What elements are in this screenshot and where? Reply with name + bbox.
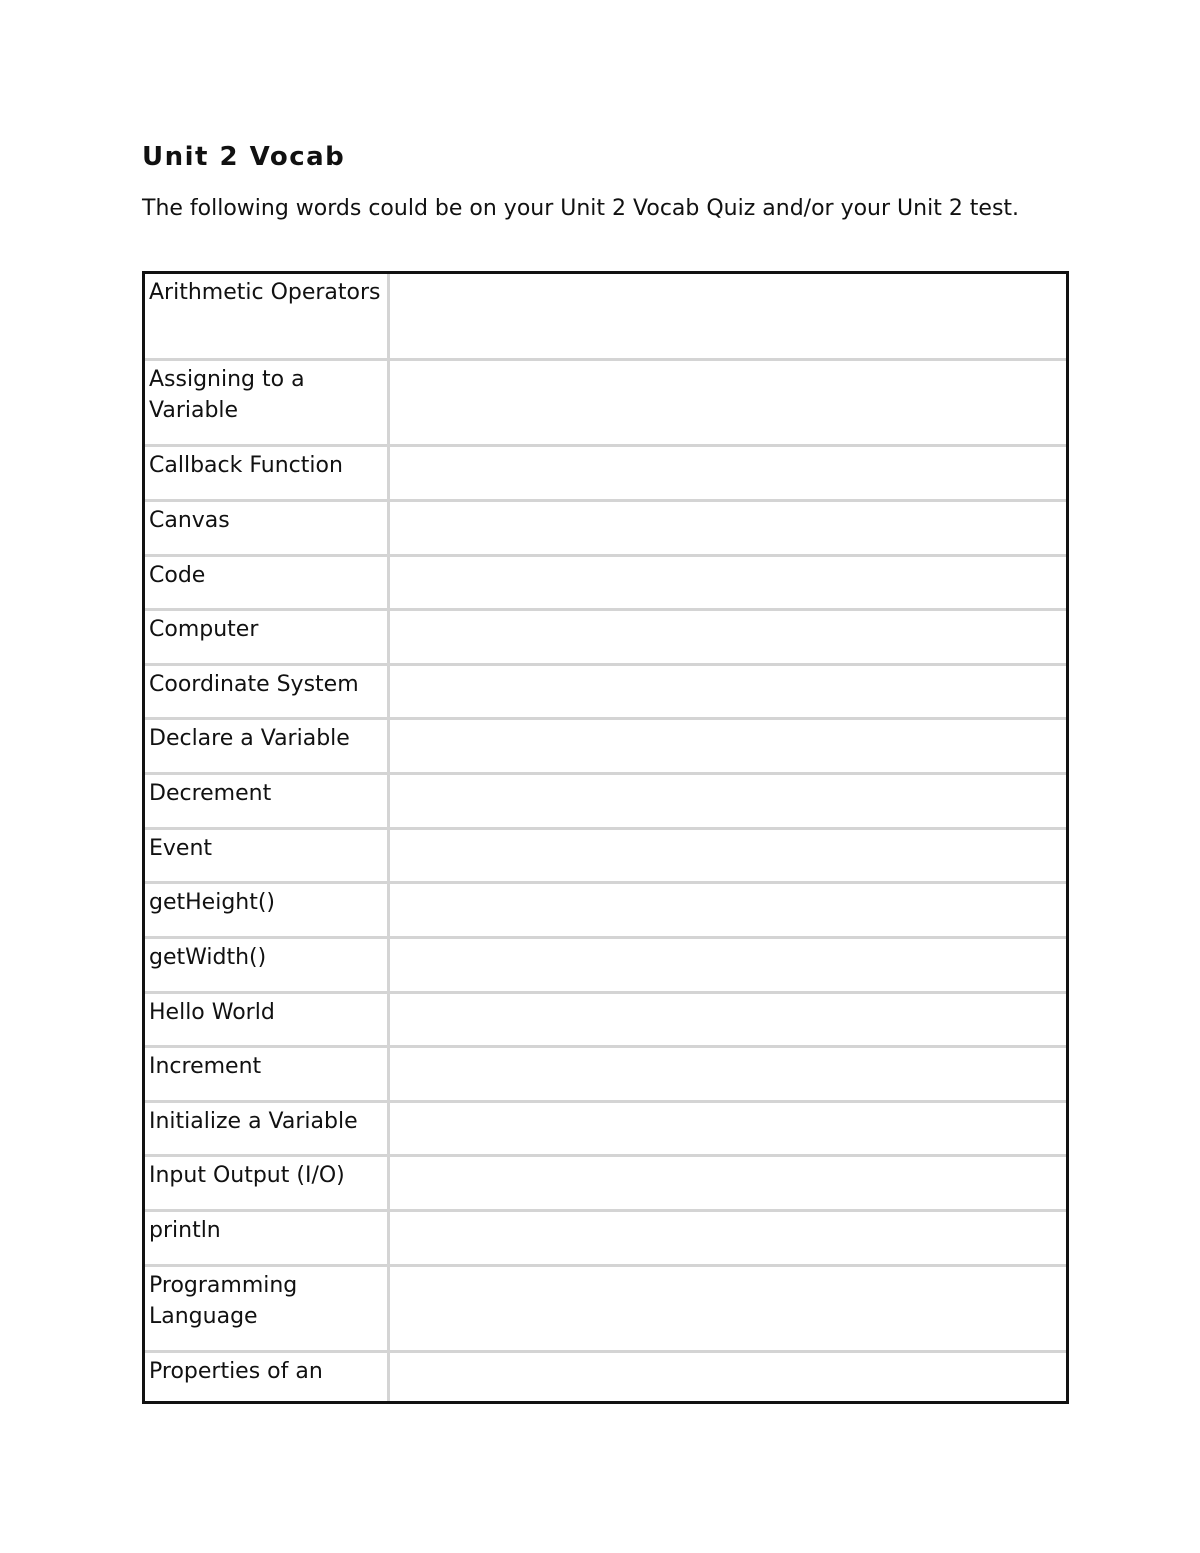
definition-cell[interactable] — [390, 274, 1066, 358]
term-cell: Arithmetic Operators — [145, 274, 390, 358]
table-row — [145, 447, 1066, 502]
table-row — [145, 611, 1066, 666]
definition-cell[interactable] — [390, 611, 1066, 663]
table-row — [145, 557, 1066, 611]
intro-text: The following words could be on your Unit 2 Vocab Quiz and/or your Unit 2 test. — [142, 196, 1020, 221]
term-cell: Callback Function — [145, 447, 390, 499]
term-cell: Assigning to a Variable — [145, 361, 390, 444]
definition-cell[interactable] — [390, 830, 1066, 881]
table-row — [145, 1157, 1066, 1212]
definition-cell[interactable] — [390, 1157, 1066, 1209]
term-cell: getHeight() — [145, 884, 390, 936]
definition-cell[interactable] — [390, 1212, 1066, 1264]
definition-cell[interactable] — [390, 720, 1066, 772]
term-cell: Properties of an — [145, 1353, 390, 1404]
term-cell: Computer — [145, 611, 390, 663]
term-cell: Canvas — [145, 502, 390, 554]
definition-cell[interactable] — [390, 939, 1066, 991]
definition-cell[interactable] — [390, 1353, 1066, 1404]
table-row — [145, 361, 1066, 447]
term-cell: Increment — [145, 1048, 390, 1100]
page-title: Unit 2 Vocab — [142, 142, 346, 172]
table-row — [145, 1048, 1066, 1103]
table-row — [145, 274, 1066, 361]
table-row — [145, 502, 1066, 557]
definition-cell[interactable] — [390, 502, 1066, 554]
term-cell: getWidth() — [145, 939, 390, 991]
table-row — [145, 884, 1066, 939]
term-cell: Decrement — [145, 775, 390, 827]
term-cell: Input Output (I/O) — [145, 1157, 390, 1209]
table-row — [145, 1267, 1066, 1353]
table-row — [145, 720, 1066, 775]
definition-cell[interactable] — [390, 557, 1066, 608]
term-cell: Code — [145, 557, 390, 608]
definition-cell[interactable] — [390, 1103, 1066, 1154]
term-cell: println — [145, 1212, 390, 1264]
term-cell: Coordinate System — [145, 666, 390, 717]
definition-cell[interactable] — [390, 884, 1066, 936]
table-row — [145, 1103, 1066, 1157]
term-cell: Initialize a Variable — [145, 1103, 390, 1154]
definition-cell[interactable] — [390, 1267, 1066, 1350]
definition-cell[interactable] — [390, 447, 1066, 499]
definition-cell[interactable] — [390, 666, 1066, 717]
table-row — [145, 1212, 1066, 1267]
term-cell: Hello World — [145, 994, 390, 1045]
table-row — [145, 775, 1066, 830]
definition-cell[interactable] — [390, 994, 1066, 1045]
table-row — [145, 830, 1066, 884]
table-row — [145, 994, 1066, 1048]
definition-cell[interactable] — [390, 775, 1066, 827]
definition-cell[interactable] — [390, 361, 1066, 444]
table-row — [145, 939, 1066, 994]
definition-cell[interactable] — [390, 1048, 1066, 1100]
term-cell: Programming Language — [145, 1267, 390, 1350]
table-row — [145, 666, 1066, 720]
vocab-table — [142, 271, 1069, 1404]
term-cell: Event — [145, 830, 390, 881]
term-cell: Declare a Variable — [145, 720, 390, 772]
table-row — [145, 1353, 1066, 1404]
